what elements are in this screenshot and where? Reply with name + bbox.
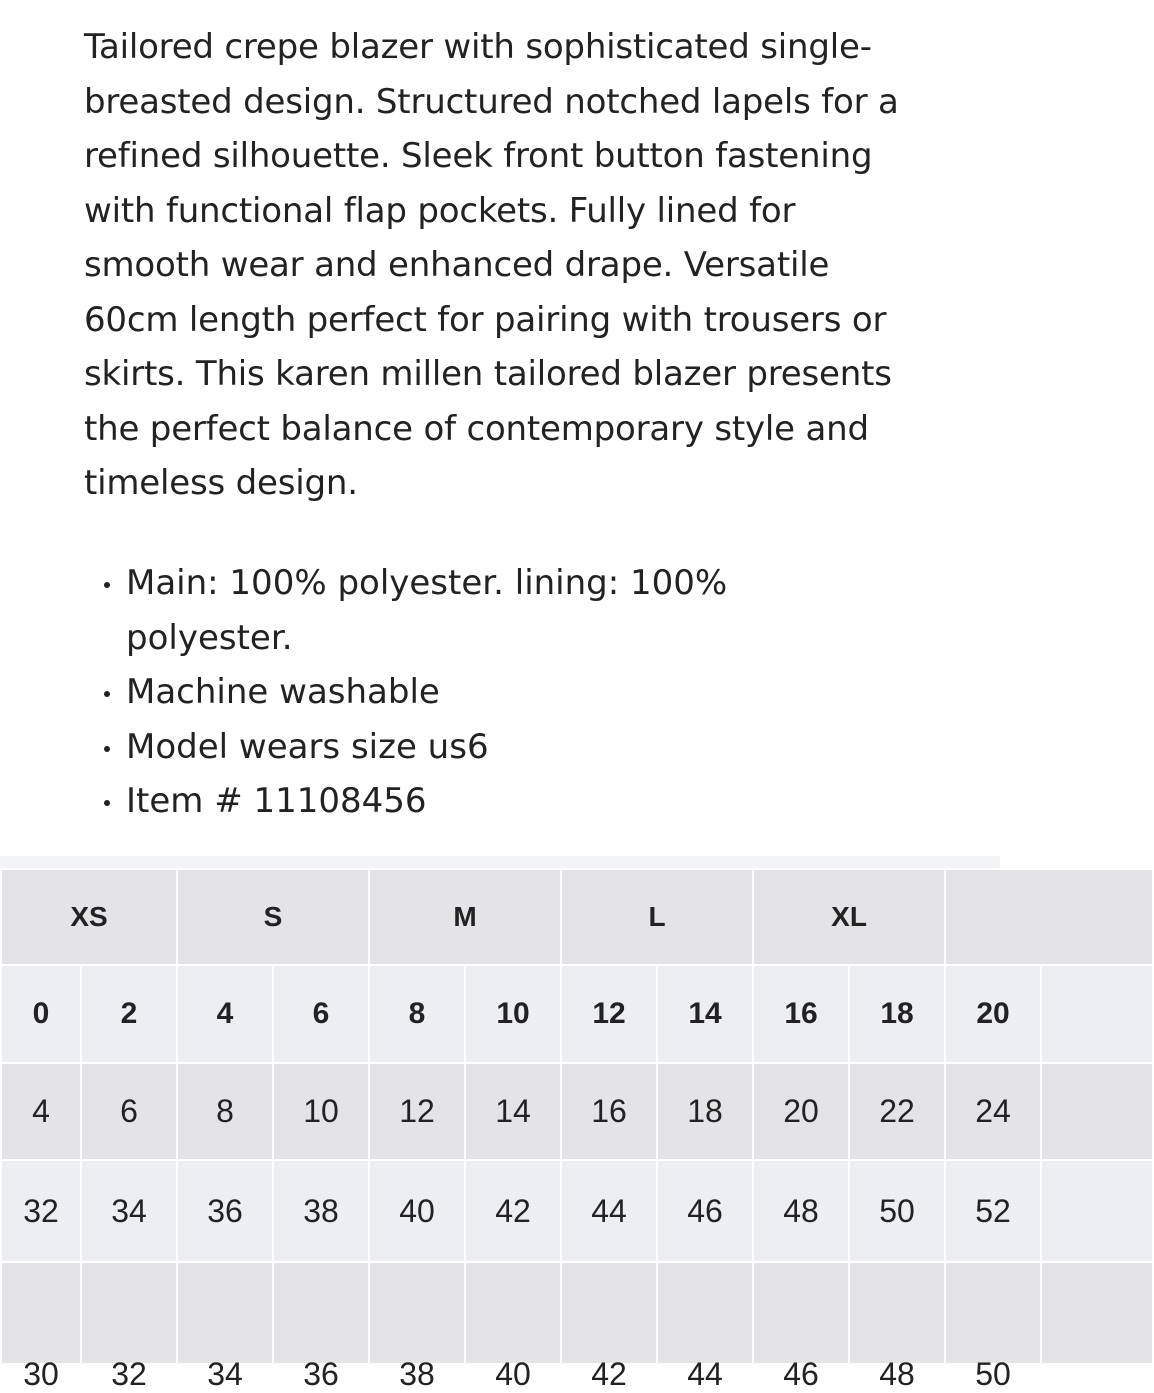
- size-label-xs: XS: [1, 869, 177, 965]
- size-cell: 48: [753, 1160, 849, 1262]
- size-cell: 16: [753, 965, 849, 1063]
- size-cell: 22: [849, 1063, 945, 1160]
- size-label-next: [945, 869, 1153, 965]
- detail-item-item-number: Item # 11108456: [100, 774, 740, 829]
- size-chart-table: [0, 868, 1154, 1392]
- product-details-list: [100, 556, 740, 829]
- size-cell: 6: [81, 1063, 177, 1160]
- size-cell: 20: [945, 965, 1041, 1063]
- size-label-xl: XL: [753, 869, 945, 965]
- size-label-l: L: [561, 869, 753, 965]
- size-cell-empty: [1041, 1063, 1153, 1160]
- size-cell: 44: [657, 1262, 753, 1364]
- size-cell: 14: [465, 1063, 561, 1160]
- size-cell: 18: [657, 1063, 753, 1160]
- size-chart-row: [1, 1063, 1153, 1160]
- size-cell: 8: [369, 965, 465, 1063]
- size-cell: 10: [273, 1063, 369, 1160]
- size-label-m: M: [369, 869, 561, 965]
- size-chart[interactable]: [0, 856, 1011, 1392]
- size-cell: 48: [849, 1262, 945, 1364]
- size-cell: 38: [369, 1262, 465, 1364]
- size-cell: 42: [465, 1160, 561, 1262]
- size-cell: 20: [753, 1063, 849, 1160]
- size-cell: 0: [1, 965, 81, 1063]
- size-cell: 12: [369, 1063, 465, 1160]
- size-cell-empty: [1041, 1262, 1153, 1364]
- size-chart-row: [1, 1160, 1153, 1262]
- size-cell: 38: [273, 1160, 369, 1262]
- size-cell: 32: [1, 1160, 81, 1262]
- size-cell: 46: [657, 1160, 753, 1262]
- size-cell: 42: [561, 1262, 657, 1364]
- size-cell: 6: [273, 965, 369, 1063]
- size-chart-row: [1, 1262, 1153, 1364]
- size-cell: 4: [1, 1063, 81, 1160]
- detail-item-material: Main: 100% polyester. lining: 100% polyester.: [100, 556, 740, 665]
- size-cell: 4: [177, 965, 273, 1063]
- size-chart-letter-row: [1, 869, 1153, 965]
- size-cell: 14: [657, 965, 753, 1063]
- size-cell-empty: [1041, 1160, 1153, 1262]
- size-cell: 50: [849, 1160, 945, 1262]
- size-cell: 10: [465, 965, 561, 1063]
- size-cell: 34: [177, 1262, 273, 1364]
- size-cell: 34: [81, 1160, 177, 1262]
- size-cell: 36: [177, 1160, 273, 1262]
- size-cell: 50: [945, 1262, 1041, 1364]
- size-cell: 36: [273, 1262, 369, 1364]
- size-cell: 24: [945, 1063, 1041, 1160]
- size-cell: 52: [945, 1160, 1041, 1262]
- product-description: Tailored crepe blazer with sophisticated single-breasted design. Structured notched lapels for a refined silhouette. Sleek front button fastening with functional flap pockets. Fully lined for smooth wear and enhanced drape. Versatile 60cm length perfect for pairing with trousers or skirts. This karen millen tailored blazer presents the perfect balance of contemporary style and timeless design.: [84, 27, 899, 503]
- size-cell: 30: [1, 1262, 81, 1364]
- size-cell-empty: [1041, 965, 1153, 1063]
- size-cell: 12: [561, 965, 657, 1063]
- size-cell: 32: [81, 1262, 177, 1364]
- size-cell: 40: [369, 1160, 465, 1262]
- size-label-s: S: [177, 869, 369, 965]
- size-chart-row: [1, 965, 1153, 1063]
- size-cell: 8: [177, 1063, 273, 1160]
- size-cell: 40: [465, 1262, 561, 1364]
- size-cell: 18: [849, 965, 945, 1063]
- size-cell: 46: [753, 1262, 849, 1364]
- detail-item-care: Machine washable: [100, 665, 740, 720]
- size-cell: 44: [561, 1160, 657, 1262]
- detail-item-model-size: Model wears size us6: [100, 720, 740, 775]
- size-cell: 16: [561, 1063, 657, 1160]
- size-cell: 2: [81, 965, 177, 1063]
